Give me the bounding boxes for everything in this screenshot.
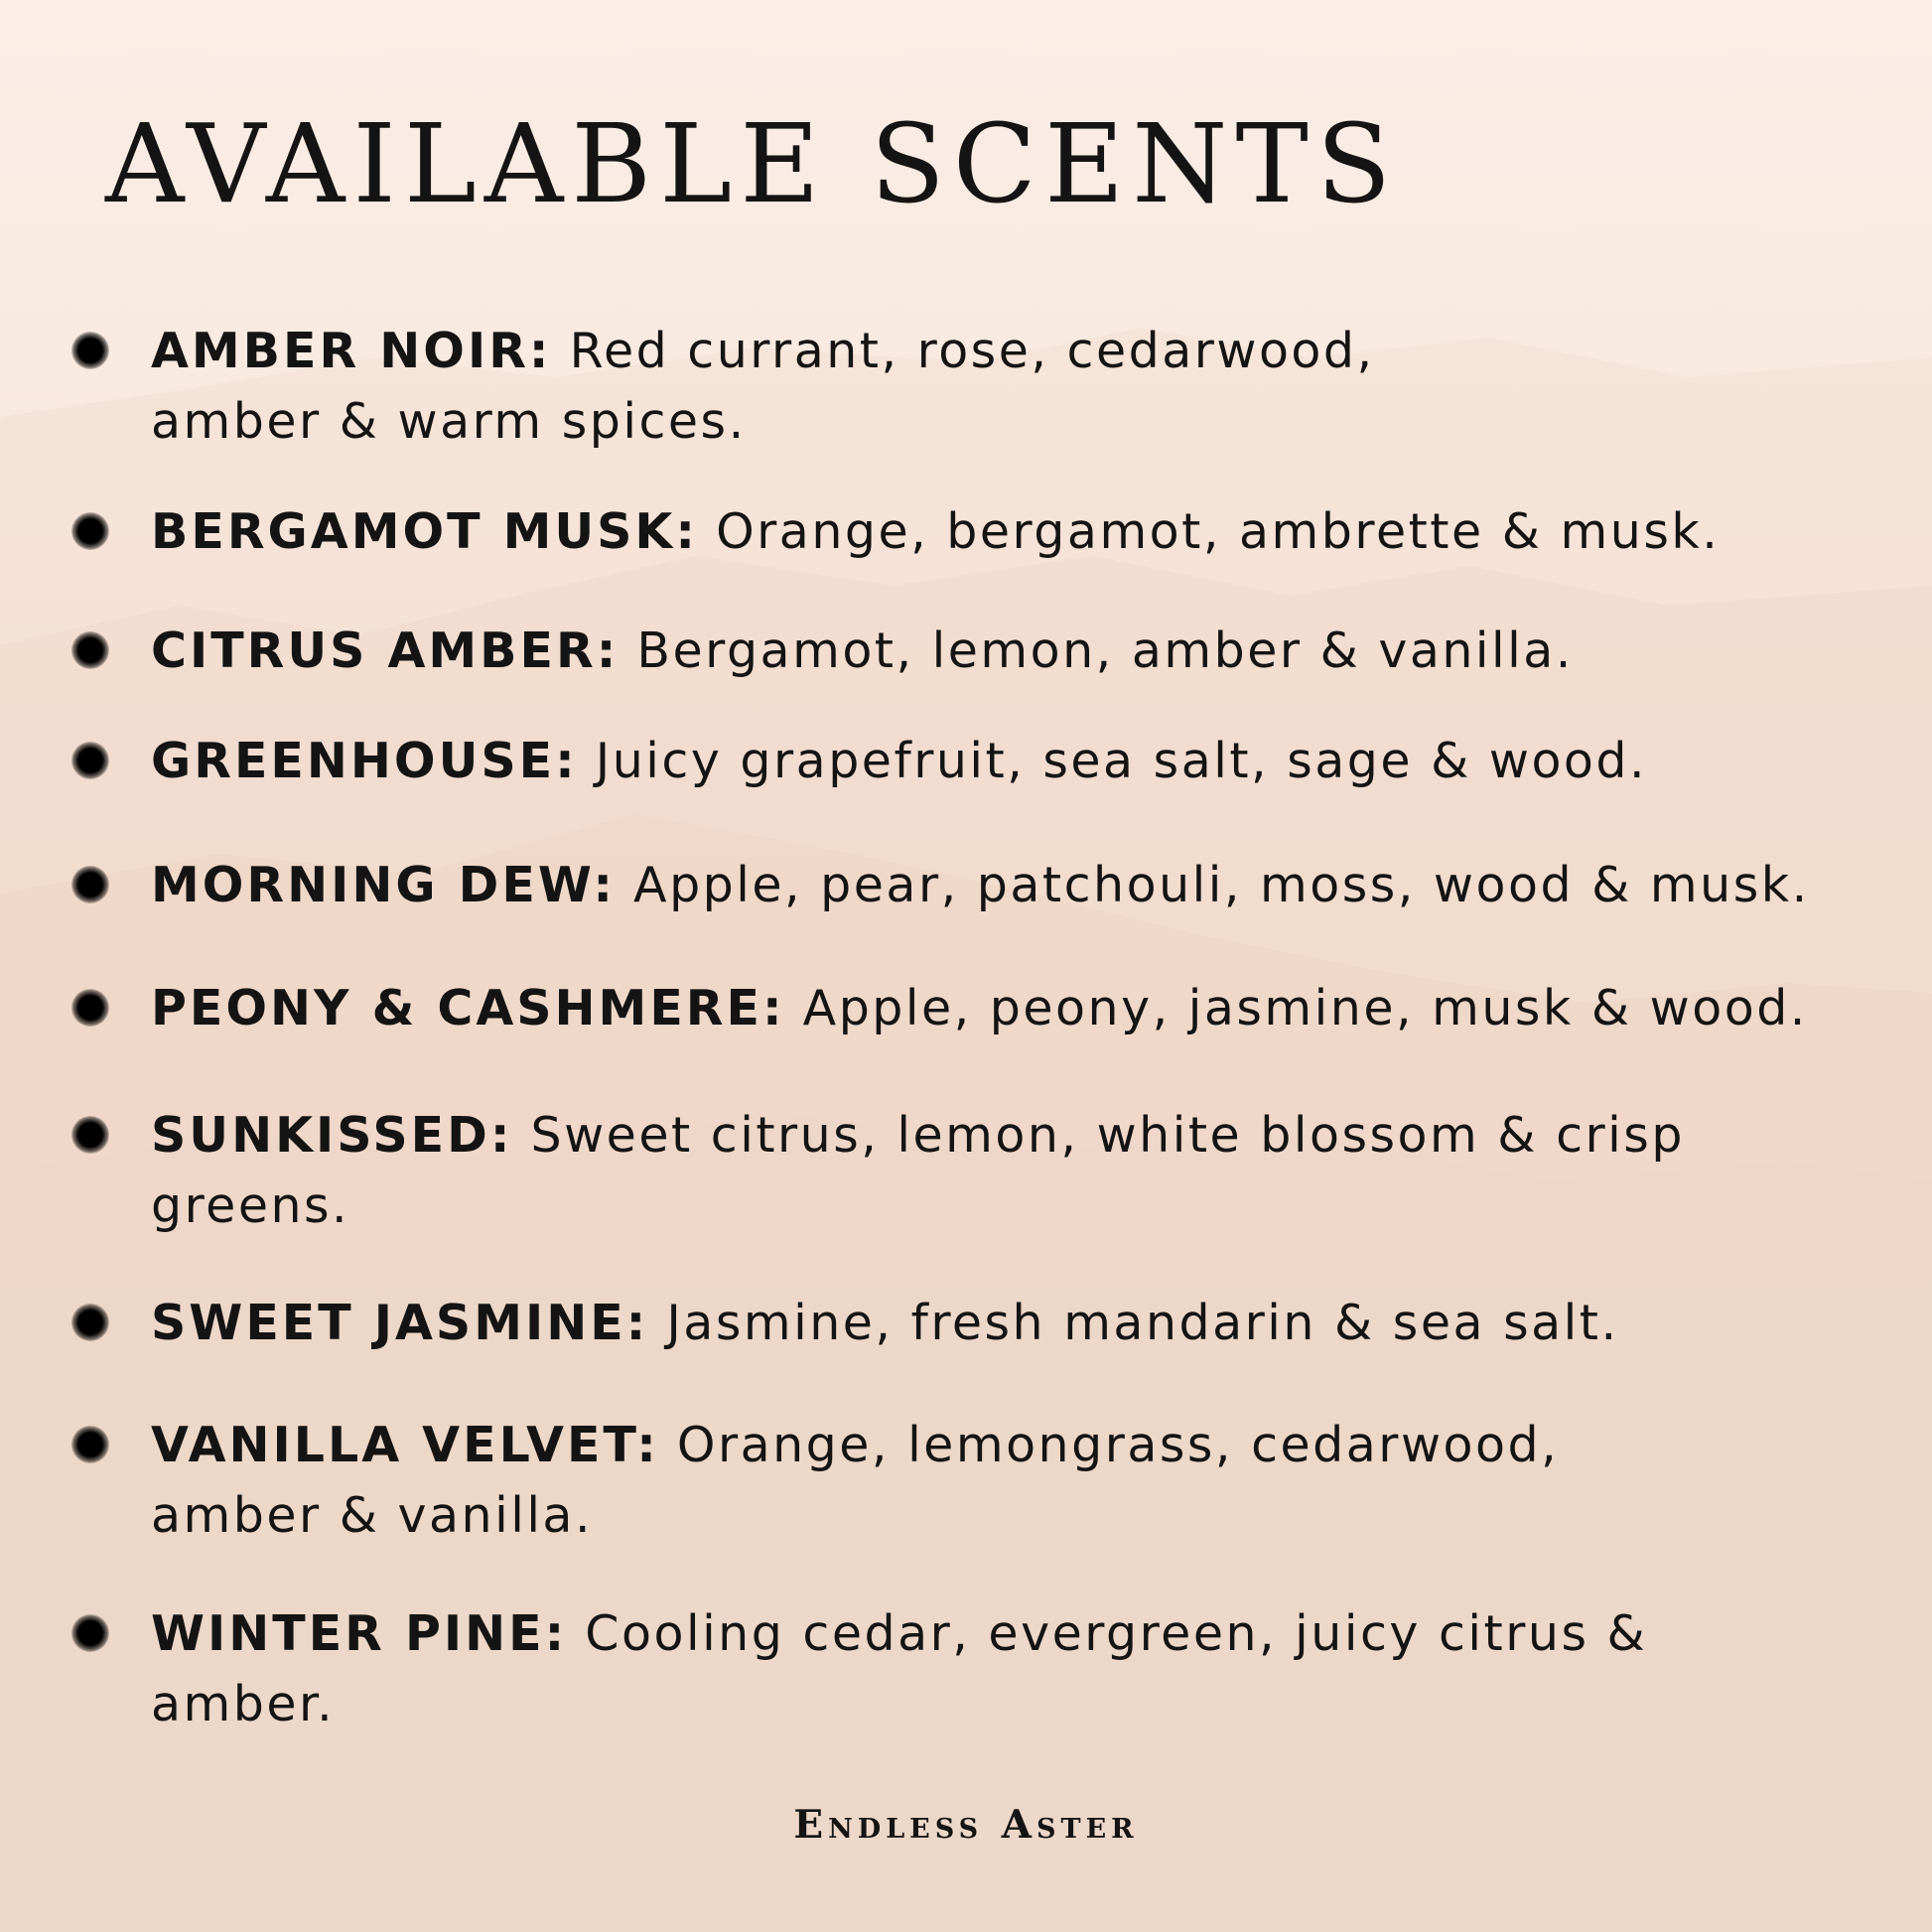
scent-name: VANILLA VELVET: <box>151 1417 659 1473</box>
scent-text <box>151 1100 1918 1241</box>
scent-notes: Sweet citrus, lemon, white blossom & crisp <box>530 1107 1685 1164</box>
bullet-icon <box>71 1116 109 1154</box>
scent-name: MORNING DEW: <box>151 857 616 913</box>
scent-notes: Bergamot, lemon, amber & vanilla. <box>636 622 1574 679</box>
bullet-icon <box>71 512 109 550</box>
bullet-icon <box>71 332 109 369</box>
scent-text <box>151 1598 1918 1739</box>
scent-text <box>151 1288 1918 1358</box>
bullet-icon <box>71 866 109 903</box>
scent-notes: Cooling cedar, evergreen, juicy citrus & <box>585 1605 1648 1662</box>
scent-name: WINTER PINE: <box>151 1605 568 1662</box>
scent-notes: Orange, lemongrass, cedarwood, <box>676 1417 1560 1473</box>
bullet-icon <box>71 631 109 669</box>
scent-text <box>151 850 1918 920</box>
bullet-icon <box>71 1426 109 1463</box>
scent-text <box>151 1410 1918 1551</box>
bullet-icon <box>71 1304 109 1341</box>
scent-name: SUNKISSED: <box>151 1107 513 1164</box>
scent-notes: Orange, bergamot, ambrette & musk. <box>716 503 1721 560</box>
scent-name: AMBER NOIR: <box>151 323 552 379</box>
scent-name: SWEET JASMINE: <box>151 1295 649 1351</box>
scent-text <box>151 496 1918 567</box>
scent-notes: Jasmine, fresh mandarin & sea salt. <box>666 1295 1619 1351</box>
scent-notes-continued: amber. <box>151 1676 336 1732</box>
scent-notes: Apple, pear, patchouli, moss, wood & musk. <box>633 857 1810 913</box>
bullet-icon <box>71 989 109 1027</box>
page-title: AVAILABLE SCENTS <box>105 100 1400 227</box>
scent-name: CITRUS AMBER: <box>151 622 620 679</box>
brand-name: Endless Aster <box>793 1802 1139 1848</box>
scent-notes: Juicy grapefruit, sea salt, sage & wood. <box>595 733 1648 789</box>
scent-name: GREENHOUSE: <box>151 733 578 789</box>
scent-notes-continued: amber & warm spices. <box>151 393 747 450</box>
scent-name: BERGAMOT MUSK: <box>151 503 698 560</box>
scent-notes-continued: greens. <box>151 1177 350 1234</box>
scent-text <box>151 316 1918 457</box>
scent-notes: Red currant, rose, cedarwood, <box>569 323 1375 379</box>
bullet-icon <box>71 742 109 779</box>
scent-notes-continued: amber & vanilla. <box>151 1487 594 1544</box>
scent-notes: Apple, peony, jasmine, musk & wood. <box>802 980 1808 1036</box>
scent-text <box>151 616 1918 686</box>
bullet-icon <box>71 1614 109 1652</box>
scent-text <box>151 726 1918 796</box>
scent-name: PEONY & CASHMERE: <box>151 980 785 1036</box>
scent-text <box>151 973 1918 1043</box>
